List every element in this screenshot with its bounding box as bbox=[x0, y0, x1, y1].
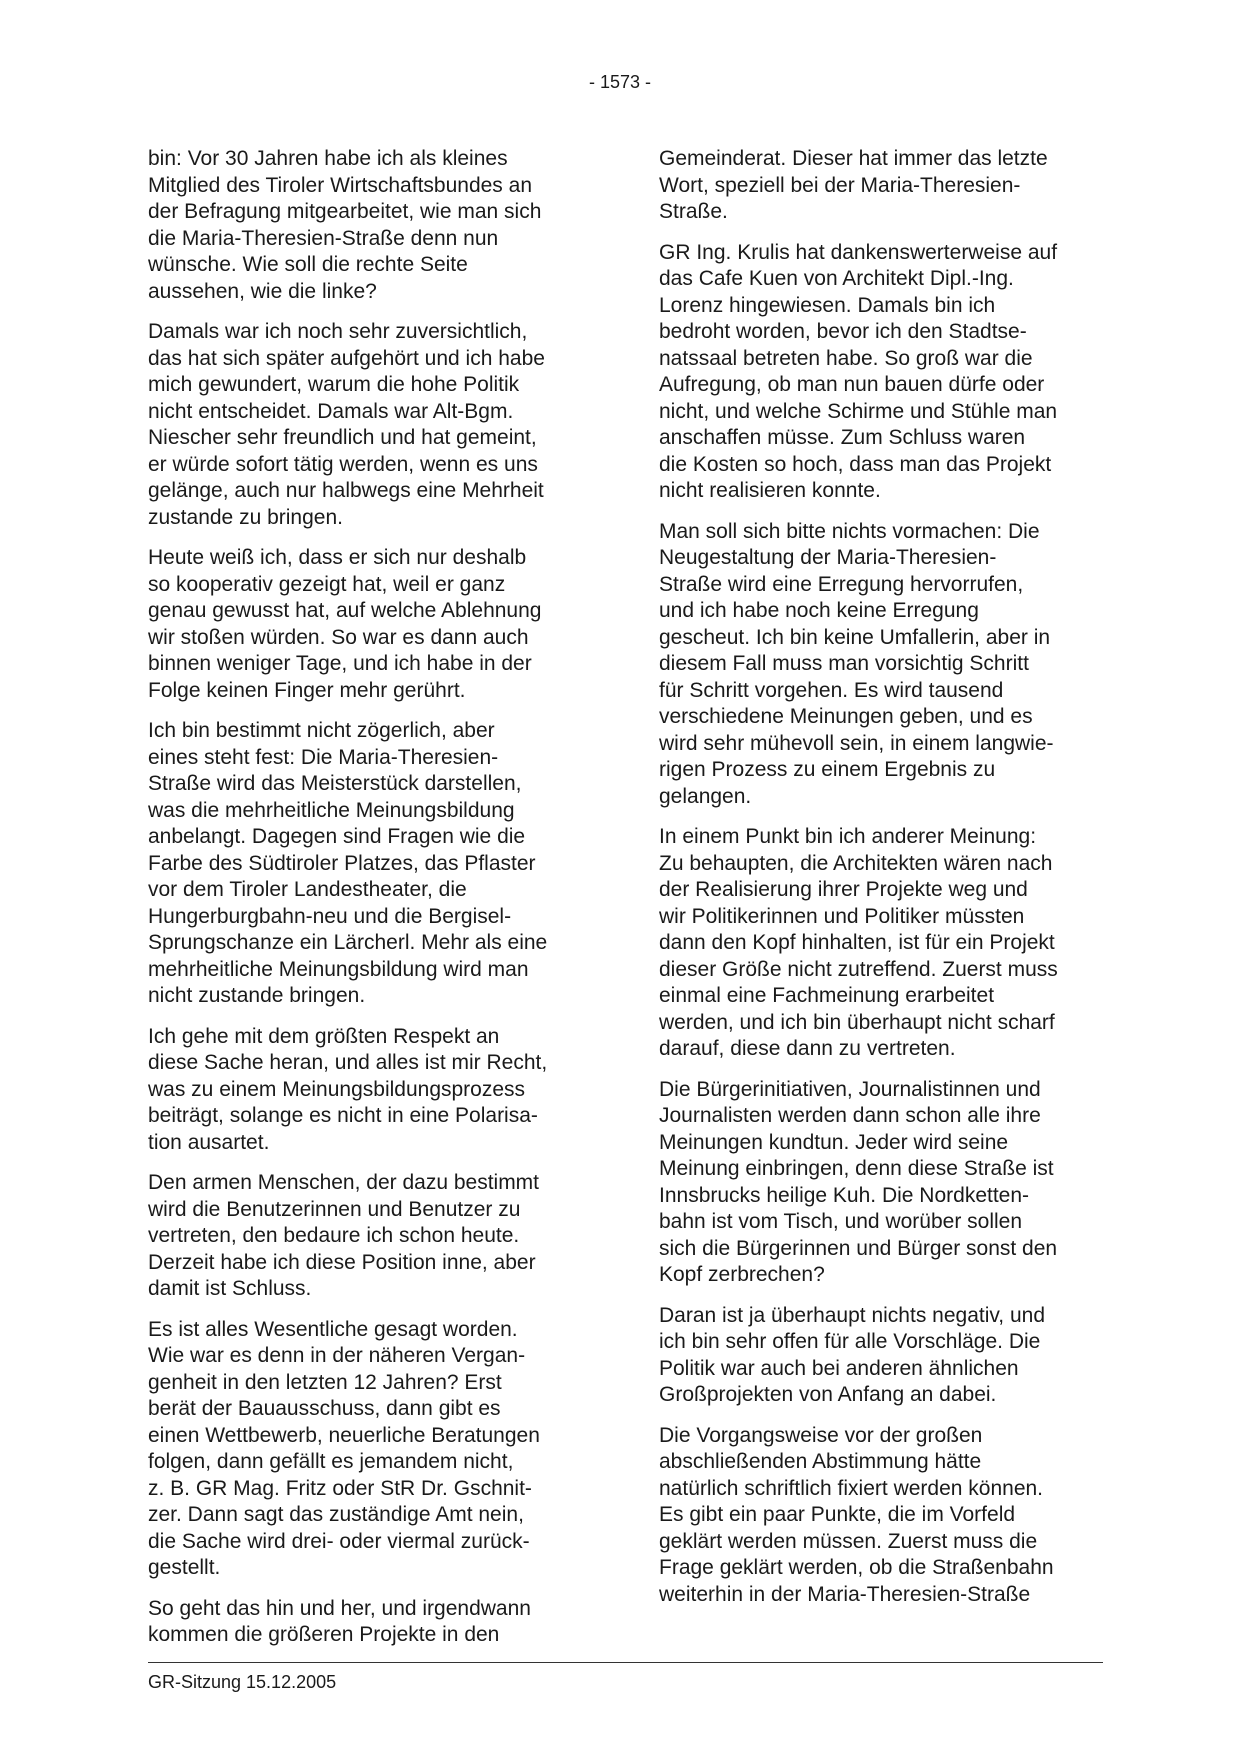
paragraph: Den armen Menschen, der dazu bestimmt wird die Benutzerinnen und Benutzer zu vertreten, den bedaure ich schon heute. Derzeit habe ich diese Position inne, aber damit ist Schluss. bbox=[148, 1171, 540, 1300]
page-number: - 1573 - bbox=[588, 72, 652, 92]
right-text-column bbox=[659, 146, 1109, 1622]
paragraph: Daran ist ja überhaupt nichts negativ, und ich bin sehr offen für alle Vorschläge. Die Politik war auch bei anderen ähnlichen Großprojekten von Anfang an dabei. bbox=[659, 1303, 1046, 1406]
paragraph: Ich bin bestimmt nicht zögerlich, aber eines steht fest: Die Maria-Theresien- Straße wird das Meisterstück darstellen, was die mehrheitliche Meinungsbildung anbelangt. Dagegen sind Fragen wie die Farbe des Südtiroler Platzes, das Pflaster vor dem Tiroler Landestheater, die Hungerburgbahn-neu und die Bergisel- Sprungschanze ein Lärcherl. Mehr als eine mehrheitliche Meinungsbildung wird man nicht zustande bringen. bbox=[148, 719, 548, 1007]
paragraph: bin: Vor 30 Jahren habe ich als kleines Mitglied des Tiroler Wirtschaftsbundes an der Befragung mitgearbeitet, wie man sich die Maria-Theresien-Straße denn nun wünsche. Wie soll die rechte Seite aussehen, wie die linke? bbox=[148, 147, 542, 303]
footer-divider bbox=[148, 1662, 1103, 1663]
paragraph: Heute weiß ich, dass er sich nur deshalb so kooperativ gezeigt hat, weil er ganz genau gewusst hat, auf welche Ablehnung wir stoßen würden. So war es dann auch binnen weniger Tage, und ich habe in der Folge keinen Finger mehr gerührt. bbox=[148, 546, 542, 702]
footer-text: GR-Sitzung 15.12.2005 bbox=[148, 1672, 337, 1692]
left-text-column bbox=[148, 146, 598, 1663]
paragraph: Die Vorgangsweise vor der großen abschließenden Abstimmung hätte natürlich schriftlich fixiert werden können. Es gibt ein paar Punkte, die im Vorfeld geklärt werden müssen. Zuerst muss die Frage geklärt werden, ob die Straßenbahn weiterhin in der Maria-Theresien-Straße bbox=[659, 1423, 1054, 1606]
paragraph: So geht das hin und her, und irgendwann kommen die größeren Projekte in den bbox=[148, 1596, 531, 1646]
paragraph: Gemeinderat. Dieser hat immer das letzte Wort, speziell bei der Maria-Theresien- Straße. bbox=[659, 147, 1048, 223]
paragraph: Es ist alles Wesentliche gesagt worden. Wie war es denn in der näheren Vergan- genheit in den letzten 12 Jahren? Erst berät der Bauausschuss, dann gibt es einen Wettbewerb, neuerliche Beratungen folgen, dann gefällt es jemandem nicht, z. B. GR Mag. Fritz oder StR Dr. Gschnit- zer. Dann sagt das zuständige Amt nein, die Sache wird drei- oder viermal zurück- gestellt. bbox=[148, 1317, 540, 1579]
paragraph: Man soll sich bitte nichts vormachen: Die Neugestaltung der Maria-Theresien- Straße wird eine Erregung hervorrufen, und ich habe noch keine Erregung gescheut. Ich bin keine Umfallerin, aber in diesem Fall muss man vorsichtig Schritt für Schritt vorgehen. Es wird tausend verschiedene Meinungen geben, und es wird sehr mühevoll sein, in einem langwie- rigen Prozess zu einem Ergebnis zu gelangen. bbox=[659, 519, 1054, 808]
paragraph: In einem Punkt bin ich anderer Meinung: Zu behaupten, die Architekten wären nach der Realisierung ihrer Projekte weg und wir Politikerinnen und Politiker müssten dann den Kopf hinhalten, ist für ein Projekt dieser Größe nicht zutreffend. Zuerst muss einmal eine Fachmeinung erarbeitet werden, und ich bin überhaupt nicht scharf darauf, diese dann zu vertreten. bbox=[659, 825, 1058, 1060]
paragraph: Ich gehe mit dem größten Respekt an diese Sache heran, und alles ist mir Recht, was zu einem Meinungsbildungsprozess beiträgt, solange es nicht in eine Polarisa- tion ausartet. bbox=[148, 1024, 548, 1154]
paragraph: Die Bürgerinitiativen, Journalistinnen und Journalisten werden dann schon alle ihre Meinungen kundtun. Jeder wird seine Meinung einbringen, denn diese Straße ist Innsbrucks heilige Kuh. Die Nordketten- bahn ist vom Tisch, und worüber sollen sich die Bürgerinnen und Bürger sonst den Kopf zerbrechen? bbox=[659, 1077, 1058, 1286]
paragraph: Damals war ich noch sehr zuversichtlich, das hat sich später aufgehört und ich habe mich gewundert, warum die hohe Politik nicht entscheidet. Damals war Alt-Bgm. Niescher sehr freundlich und hat gemeint, er würde sofort tätig werden, wenn es uns gelänge, auch nur halbwegs eine Mehrheit zustande zu bringen. bbox=[148, 320, 545, 529]
paragraph: GR Ing. Krulis hat dankenswerterweise auf das Cafe Kuen von Architekt Dipl.-Ing. Lorenz hingewiesen. Damals bin ich bedroht worden, bevor ich den Stadtse- natssaal betreten habe. So groß war die Aufregung, ob man nun bauen dürfe oder nicht, und welche Schirme und Stühle man anschaffen müsse. Zum Schluss waren die Kosten so hoch, dass man das Projekt nicht realisieren konnte. bbox=[659, 240, 1058, 502]
